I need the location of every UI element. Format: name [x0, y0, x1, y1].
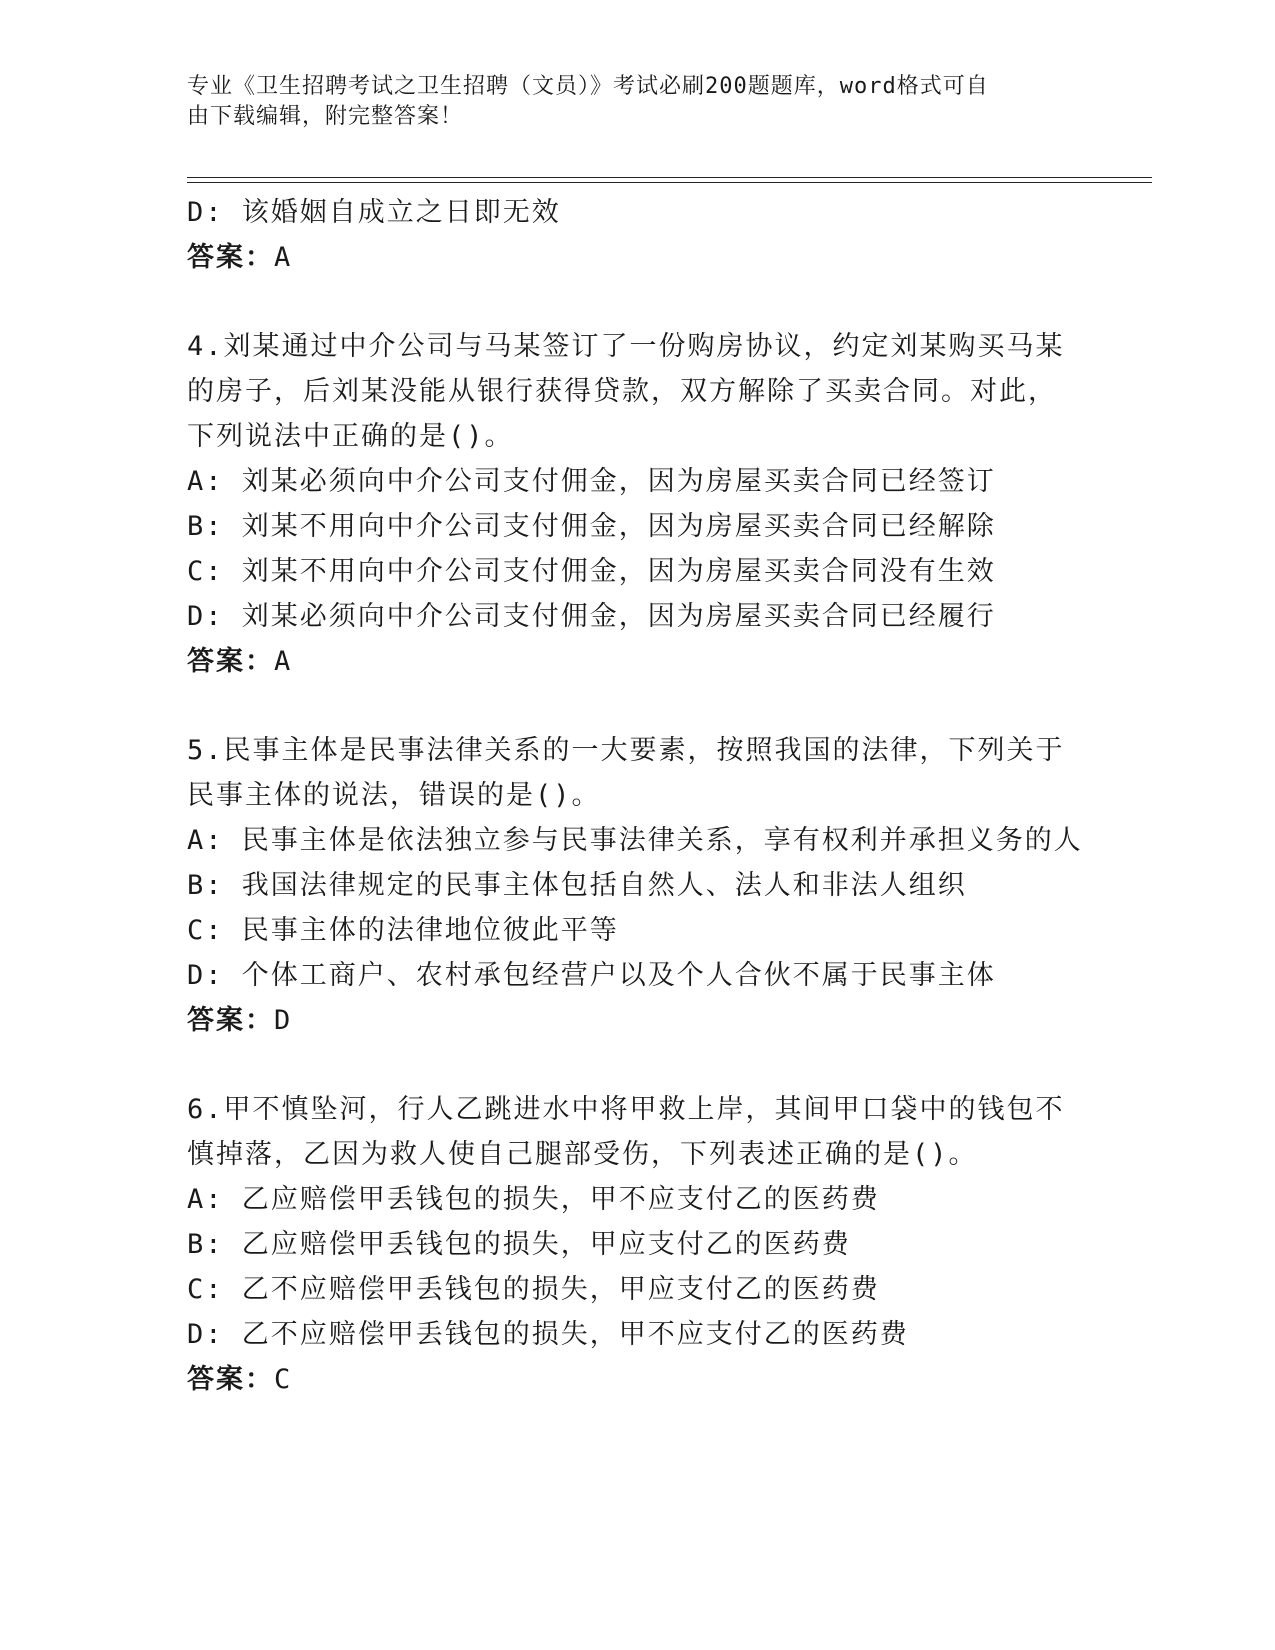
option-b: B: 我国法律规定的民事主体包括自然人、法人和非法人组织 — [187, 870, 967, 901]
stem-line: 6.甲不慎坠河，行人乙跳进水中将甲救上岸，其间甲口袋中的钱包不 — [187, 1094, 1065, 1125]
question-6 — [187, 1087, 1107, 1402]
answer-label: 答案： — [187, 646, 274, 677]
header-divider-bottom — [187, 182, 1152, 183]
header-line-2: 由下载编辑，附完整答案！ — [187, 104, 464, 129]
option-c: C: 民事主体的法律地位彼此平等 — [187, 915, 619, 946]
answer-label: 答案： — [187, 1364, 274, 1395]
spacer — [187, 280, 1107, 324]
option-d: D: 乙不应赔偿甲丢钱包的损失，甲不应支付乙的医药费 — [187, 1319, 909, 1350]
question-4 — [187, 324, 1107, 684]
answer-line — [187, 235, 1107, 280]
stem-line: 5.民事主体是民事法律关系的一大要素，按照我国的法律，下列关于 — [187, 735, 1065, 766]
option-c: C: 刘某不用向中介公司支付佣金，因为房屋买卖合同没有生效 — [187, 556, 996, 587]
header-line-1: 专业《卫生招聘考试之卫生招聘（文员）》考试必刷200题题库，word格式可自 — [187, 74, 989, 99]
page-header — [187, 72, 1067, 132]
answer-line — [187, 998, 1107, 1043]
answer-line — [187, 639, 1107, 684]
answer-label: 答案： — [187, 1005, 274, 1036]
question-5 — [187, 728, 1107, 1043]
spacer — [187, 684, 1107, 728]
option-d: D: 刘某必须向中介公司支付佣金，因为房屋买卖合同已经履行 — [187, 601, 996, 632]
answer-value: D — [274, 1005, 293, 1036]
stem-line: 慎掉落，乙因为救人使自己腿部受伤，下列表述正确的是()。 — [187, 1139, 978, 1170]
question-stem — [187, 1087, 1107, 1177]
header-divider-top — [187, 177, 1152, 178]
answer-label: 答案： — [187, 242, 274, 273]
option-d: D: 个体工商户、农村承包经营户以及个人合伙不属于民事主体 — [187, 960, 996, 991]
stem-line: 下列说法中正确的是()。 — [187, 421, 514, 452]
stem-line: 民事主体的说法，错误的是()。 — [187, 780, 601, 811]
answer-value: C — [274, 1364, 293, 1395]
document-body — [187, 190, 1107, 1402]
option-c: C: 乙不应赔偿甲丢钱包的损失，甲应支付乙的医药费 — [187, 1274, 880, 1305]
stem-line: 的房子，后刘某没能从银行获得贷款，双方解除了买卖合同。对此， — [187, 376, 1057, 407]
option-d: D: 该婚姻自成立之日即无效 — [187, 197, 561, 228]
stem-line: 4.刘某通过中介公司与马某签订了一份购房协议，约定刘某购买马某 — [187, 331, 1065, 362]
option-b: B: 乙应赔偿甲丢钱包的损失，甲应支付乙的医药费 — [187, 1229, 851, 1260]
option-a: A: 刘某必须向中介公司支付佣金，因为房屋买卖合同已经签订 — [187, 466, 996, 497]
question-stem — [187, 728, 1107, 818]
question-stem — [187, 324, 1107, 459]
option-a: A: 乙应赔偿甲丢钱包的损失，甲不应支付乙的医药费 — [187, 1184, 880, 1215]
continued-question — [187, 190, 1107, 280]
spacer — [187, 1043, 1107, 1087]
option-b: B: 刘某不用向中介公司支付佣金，因为房屋买卖合同已经解除 — [187, 511, 996, 542]
option-a: A: 民事主体是依法独立参与民事法律关系，享有权利并承担义务的人 — [187, 825, 1083, 856]
answer-line — [187, 1357, 1107, 1402]
answer-value: A — [274, 242, 293, 273]
answer-value: A — [274, 646, 293, 677]
